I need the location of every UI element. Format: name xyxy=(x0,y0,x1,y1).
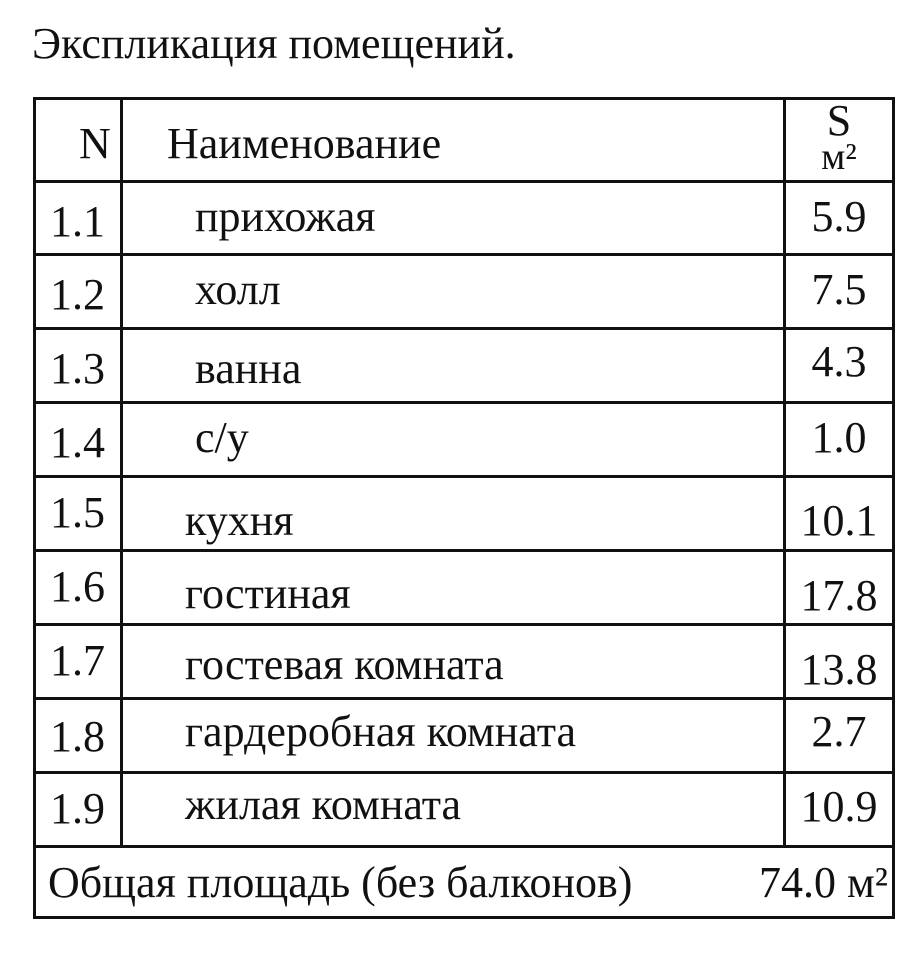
row-name-cell xyxy=(123,478,786,549)
explication-table xyxy=(33,97,895,919)
header-area-label: S xyxy=(826,96,852,145)
header-cell-name xyxy=(123,100,786,180)
row-area: 13.8 xyxy=(800,645,878,694)
row-number: 1.4 xyxy=(50,418,105,467)
row-number: 1.9 xyxy=(50,784,105,833)
row-number: 1.6 xyxy=(50,562,105,611)
row-name: кухня xyxy=(185,496,294,545)
row-area: 1.0 xyxy=(811,413,867,462)
row-name-cell xyxy=(123,700,786,771)
header-cell-number xyxy=(36,100,123,180)
row-name-cell xyxy=(123,183,786,253)
row-number-cell xyxy=(36,256,123,327)
row-number-cell xyxy=(36,700,123,771)
row-name: холл xyxy=(195,265,281,314)
row-area: 2.7 xyxy=(811,707,867,756)
row-area-cell xyxy=(786,256,892,327)
row-area: 10.1 xyxy=(800,496,878,545)
header-area-unit: м² xyxy=(821,136,857,178)
row-name: гостевая комната xyxy=(185,640,504,689)
row-area: 10.9 xyxy=(800,782,878,831)
row-number: 1.1 xyxy=(50,197,105,246)
header-name-label: Наименование xyxy=(167,119,442,168)
row-area-cell xyxy=(786,552,892,623)
row-area: 5.9 xyxy=(811,192,867,241)
row-name: гардеробная комната xyxy=(185,707,576,756)
row-name-cell xyxy=(123,330,786,401)
row-area-cell xyxy=(786,626,892,697)
row-number: 1.2 xyxy=(50,270,105,319)
header-cell-area xyxy=(786,96,892,180)
row-number: 1.8 xyxy=(50,712,105,761)
row-area-cell xyxy=(786,404,892,475)
row-name-cell xyxy=(123,256,786,327)
row-area: 17.8 xyxy=(800,571,878,620)
row-number-cell xyxy=(36,626,123,697)
total-label: Общая площадь (без балконов) xyxy=(48,858,633,907)
row-number-cell xyxy=(36,774,123,845)
row-name: гостиная xyxy=(185,569,351,618)
row-area-cell xyxy=(786,183,892,253)
row-number-cell xyxy=(36,552,123,623)
table-row xyxy=(36,256,892,330)
row-area: 7.5 xyxy=(811,265,867,314)
total-value: 74.0 м² xyxy=(758,858,888,907)
row-name-cell xyxy=(123,626,786,697)
table-row xyxy=(36,700,892,774)
table-row xyxy=(36,404,892,478)
row-number: 1.5 xyxy=(50,488,105,537)
row-number-cell xyxy=(36,183,123,253)
row-number: 1.3 xyxy=(50,344,105,393)
table-row xyxy=(36,552,892,626)
row-number: 1.7 xyxy=(50,636,105,685)
row-name: ванна xyxy=(195,344,302,393)
row-area-cell xyxy=(786,774,892,845)
table-row xyxy=(36,626,892,700)
table-row xyxy=(36,330,892,404)
row-name: прихожая xyxy=(195,192,376,241)
row-area-cell xyxy=(786,478,892,549)
header-number-label: N xyxy=(79,119,111,168)
table-total-row xyxy=(36,848,892,916)
row-area-cell xyxy=(786,330,892,401)
row-area: 4.3 xyxy=(811,337,867,386)
table-header-row xyxy=(36,96,892,183)
table-row xyxy=(36,774,892,848)
page-title: Экспликация помещений. xyxy=(32,19,516,68)
row-name-cell xyxy=(123,404,786,475)
table-row xyxy=(36,183,892,256)
table-row xyxy=(36,478,892,552)
row-name: с/у xyxy=(195,413,249,462)
row-name: жилая комната xyxy=(185,780,462,829)
row-name-cell xyxy=(123,774,786,845)
row-number-cell xyxy=(36,478,123,549)
row-area-cell xyxy=(786,700,892,771)
row-number-cell xyxy=(36,330,123,401)
row-name-cell xyxy=(123,552,786,623)
row-number-cell xyxy=(36,404,123,475)
